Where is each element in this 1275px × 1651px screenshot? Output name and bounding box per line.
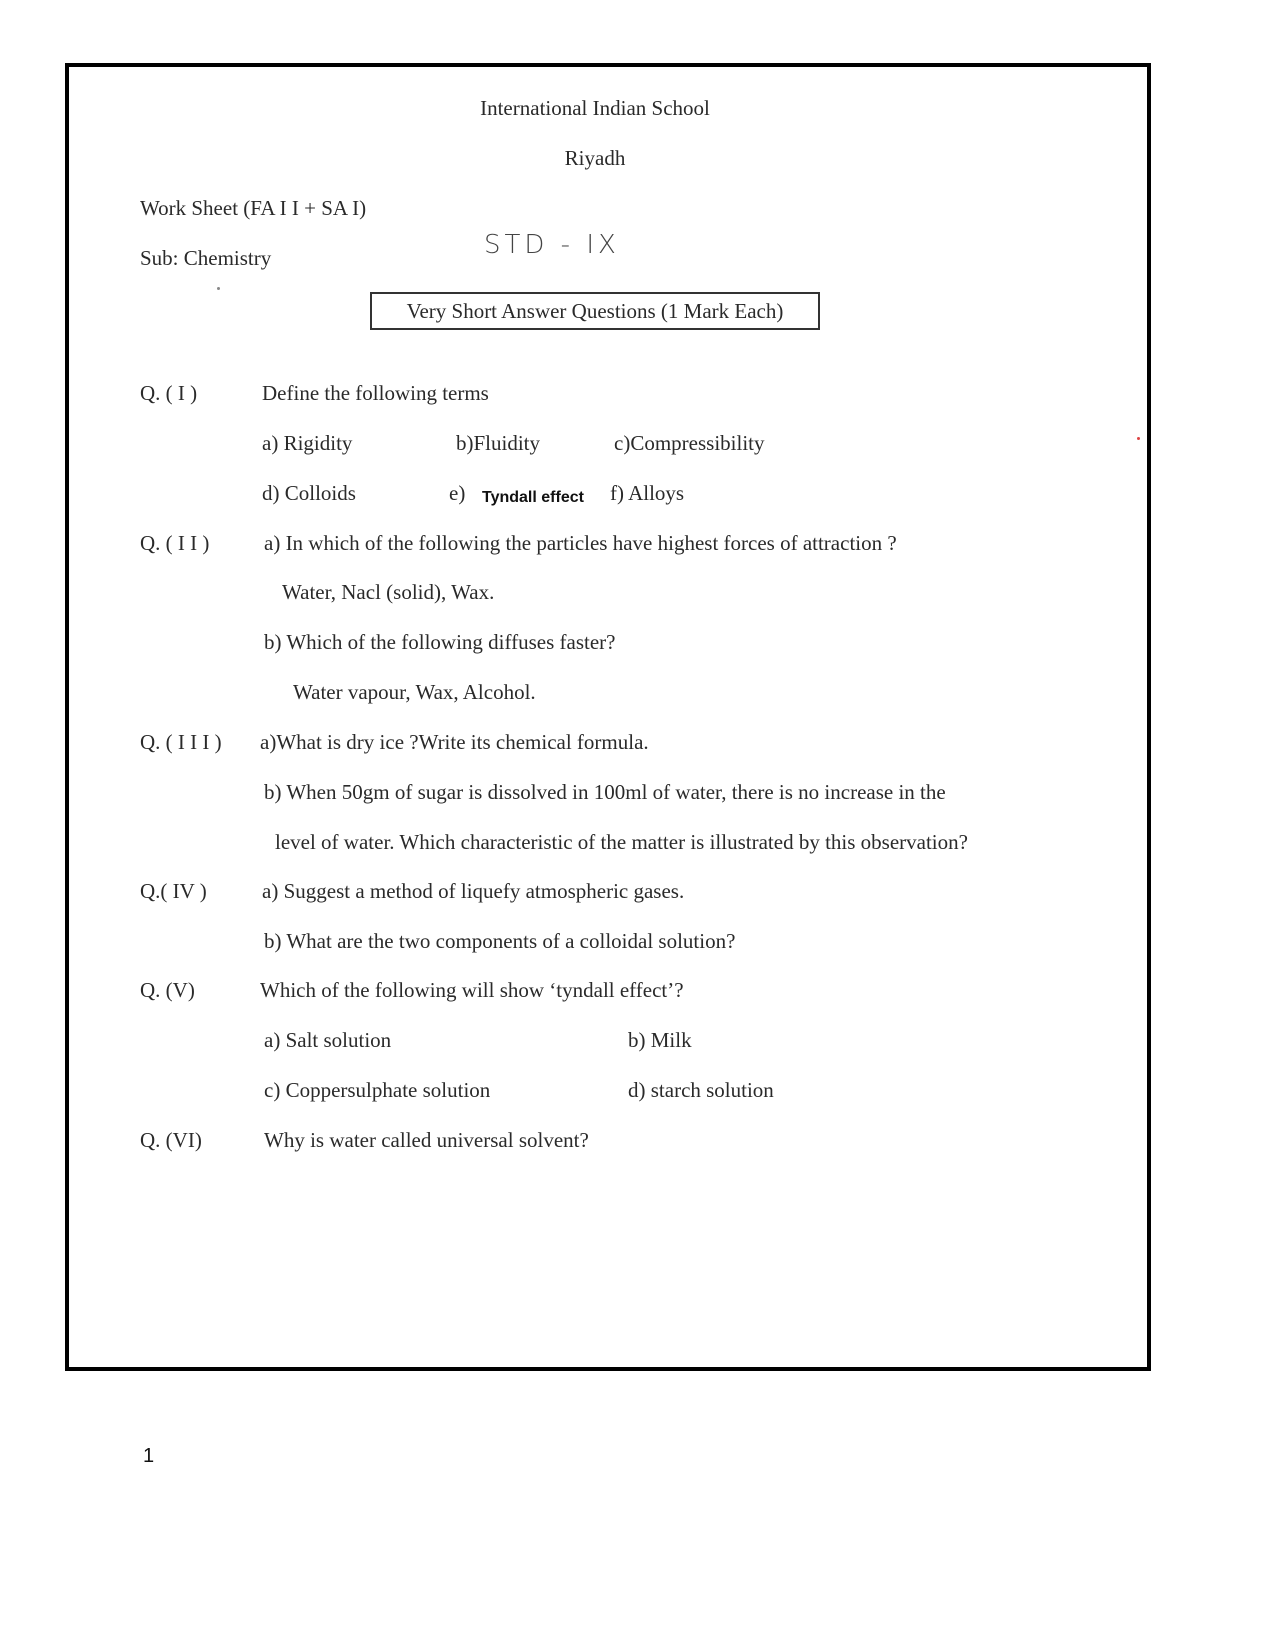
worksheet-title: Work Sheet (FA I I + SA I) — [140, 196, 367, 220]
school-name: International Indian School — [480, 96, 710, 120]
scan-speck — [1137, 437, 1140, 440]
q1-text: Define the following terms — [262, 381, 489, 405]
q2-part-a-options: Water, Nacl (solid), Wax. — [282, 580, 495, 604]
q5-option-b: b) Milk — [628, 1028, 692, 1052]
q6-text: Why is water called universal solvent? — [264, 1128, 589, 1152]
q1-option-d: d) Colloids — [262, 481, 356, 505]
q4-number: Q.( IV ) — [140, 879, 207, 903]
q4-part-a: a) Suggest a method of liquefy atmospheric gases. — [262, 879, 685, 903]
school-city: Riyadh — [564, 146, 626, 170]
q3-part-b-line1: b) When 50gm of sugar is dissolved in 100ml of water, there is no increase in the — [264, 780, 946, 804]
std-handwritten: STD - IX — [484, 230, 620, 260]
q1-option-c: c)Compressibility — [614, 431, 765, 455]
q1-option-b: b)Fluidity — [456, 431, 541, 455]
q2-number: Q. ( I I ) — [140, 531, 210, 555]
q4-part-b: b) What are the two components of a colloidal solution? — [264, 929, 736, 953]
q5-number: Q. (V) — [140, 978, 195, 1002]
q5-option-c: c) Coppersulphate solution — [264, 1078, 491, 1102]
q3-part-a: a)What is dry ice ?Write its chemical formula. — [260, 730, 649, 754]
q1-option-e: Tyndall effect — [482, 489, 584, 506]
q1-option-f: f) Alloys — [610, 481, 685, 505]
q5-option-a: a) Salt solution — [264, 1028, 392, 1052]
q5-text: Which of the following will show ‘tyndall effect’? — [260, 978, 684, 1002]
scan-speck — [217, 287, 220, 290]
q1-number: Q. ( I ) — [140, 381, 198, 405]
page-number: 1 — [143, 1445, 155, 1467]
q5-option-d: d) starch solution — [628, 1078, 774, 1102]
q2-part-a: a) In which of the following the particles have highest forces of attraction ? — [264, 531, 897, 555]
q1-option-e-prefix: e) — [449, 481, 466, 505]
q2-part-b-options: Water vapour, Wax, Alcohol. — [293, 680, 536, 704]
q3-number: Q. ( I I I ) — [140, 730, 222, 754]
q6-number: Q. (VI) — [140, 1128, 202, 1152]
q1-option-a: a) Rigidity — [262, 431, 353, 455]
section-title: Very Short Answer Questions (1 Mark Each) — [370, 292, 820, 330]
q2-part-b: b) Which of the following diffuses faster? — [264, 630, 616, 654]
subject-label: Sub: Chemistry — [140, 246, 272, 270]
q3-part-b-line2: level of water. Which characteristic of the matter is illustrated by this observation? — [275, 830, 968, 854]
